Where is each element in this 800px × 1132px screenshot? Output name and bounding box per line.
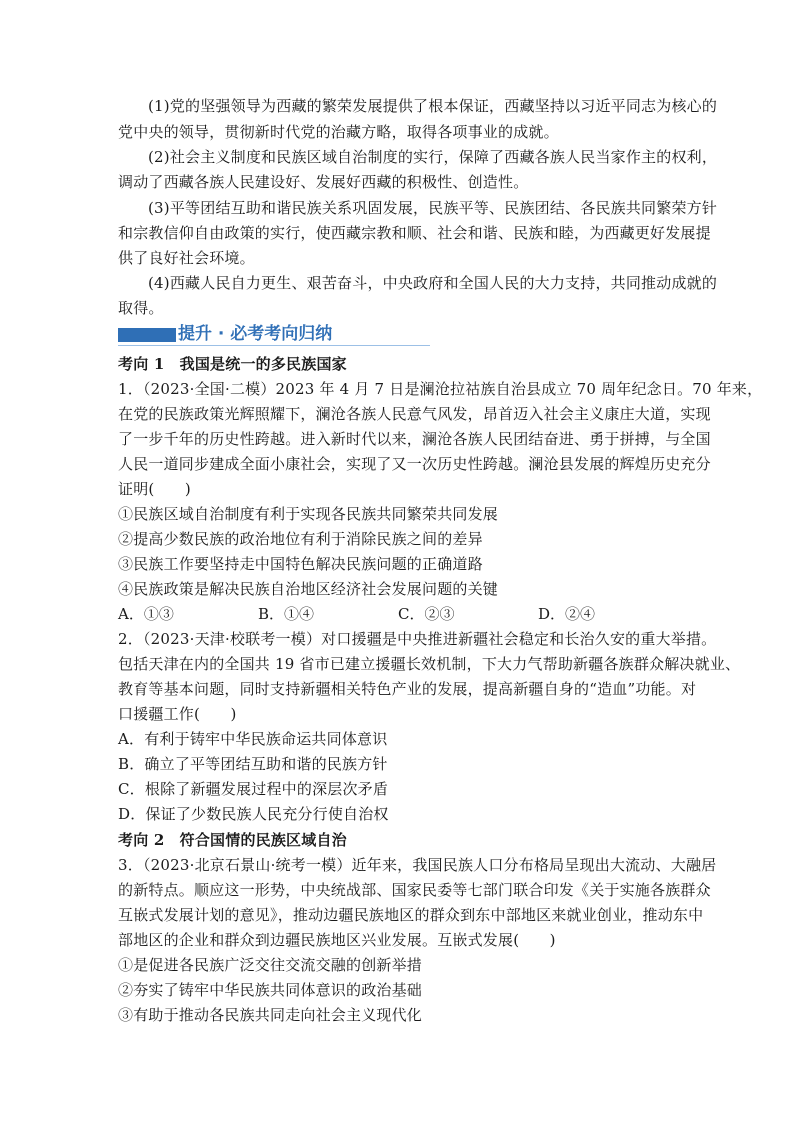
paragraph-2-line-2: 调动了西藏各族人民建设好、发展好西藏的积极性、创造性。: [118, 173, 529, 191]
banner-title: 提升 · 必考考向归纳: [178, 324, 333, 344]
q2-line-4: 口援疆工作( ): [118, 705, 237, 723]
q2-option-a: A．有利于铸牢中华民族命运共同体意识: [118, 730, 388, 748]
q1-line-2: 在党的民族政策光辉照耀下，澜沧各族人民意气风发，昂首迈入社会主义康庄大道，实现: [118, 405, 711, 423]
q3-line-3: 互嵌式发展计划的意见》，推动边疆民族地区的群众到东中部地区来就业创业，推动东中: [118, 906, 704, 924]
q1-line-3: 了一步千年的历史性跨越。进入新时代以来，澜沧各族人民团结奋进、勇于拼搏，与全国: [118, 430, 711, 448]
paragraph-3-line-3: 供了良好社会环境。: [118, 249, 255, 267]
banner-underline: [118, 345, 430, 346]
q2-option-b: B．确立了平等团结互助和谐的民族方针: [118, 755, 388, 773]
q1-statement-2: ②提高少数民族的政治地位有利于消除民族之间的差异: [118, 530, 483, 548]
paragraph-4-line-1: (4)西藏人民自力更生、艰苦奋斗，中央政府和全国人民的大力支持，共同推动成就的: [148, 274, 718, 292]
paragraph-2-line-1: (2)社会主义制度和民族区域自治制度的实行，保障了西藏各族人民当家作主的权利，: [148, 148, 718, 166]
q2-option-c: C．根除了新疆发展过程中的深层次矛盾: [118, 780, 389, 798]
q1-line-4: 人民一道同步建成全面小康社会，实现了又一次历史性跨越。澜沧县发展的辉煌历史充分: [118, 455, 711, 473]
q1-statement-1: ①民族区域自治制度有利于实现各民族共同繁荣共同发展: [118, 505, 499, 523]
q3-line-2: 的新特点。顺应这一形势，中央统战部、国家民委等七部门联合印发《关于实施各族群众: [118, 881, 711, 899]
q1-option-a: A．①③: [118, 605, 174, 623]
q2-line-2: 包括天津在内的全国共 19 省市已建立援疆长效机制，下大力气帮助新疆各族群众解决就业、: [118, 655, 741, 673]
paragraph-3-line-2: 和宗教信仰自由政策的实行，使西藏宗教和顺、社会和谐、民族和睦，为西藏更好发展提: [118, 224, 711, 242]
q3-statement-3: ③有助于推动各民族共同走向社会主义现代化: [118, 1006, 423, 1024]
q1-option-d: D．②④: [538, 605, 596, 623]
q1-line-1: 1．（2023·全国·二模）2023 年 4 月 7 日是澜沧拉祜族自治县成立 70 周年纪念日。70 年来，: [118, 380, 763, 398]
section-1-heading: 考向 1 我国是统一的多民族国家: [118, 355, 347, 373]
section-banner: [118, 322, 430, 348]
paragraph-1-line-1: (1)党的坚强领导为西藏的繁荣发展提供了根本保证，西藏坚持以习近平同志为核心的: [148, 97, 718, 115]
q2-line-1: 2．（2023·天津·校联考一模）对口援疆是中央推进新疆社会稳定和长治久安的重大举措。: [118, 630, 717, 648]
q1-option-c: C．②③: [398, 605, 455, 623]
q2-line-3: 教育等基本问题，同时支持新疆相关特色产业的发展，提高新疆自身的“造血”功能。对: [118, 680, 697, 698]
paragraph-4-line-2: 取得。: [118, 299, 164, 317]
q3-statement-1: ①是促进各民族广泛交往交流交融的创新举措: [118, 956, 423, 974]
section-2-heading: 考向 2 符合国情的民族区域自治: [118, 831, 347, 849]
paragraph-1-line-2: 党中央的领导，贯彻新时代党的治藏方略，取得各项事业的成就。: [118, 123, 559, 141]
q3-line-1: 3．（2023·北京石景山·统考一模）近年来，我国民族人口分布格局呈现出大流动、大融居: [118, 856, 717, 874]
banner-bar: [118, 328, 176, 342]
q1-line-5: 证明( ): [118, 480, 191, 498]
q2-option-d: D．保证了少数民族人民充分行使自治权: [118, 805, 389, 823]
q3-line-4: 部地区的企业和群众到边疆民族地区兴业发展。互嵌式发展( ): [118, 931, 556, 949]
q1-option-b: B．①④: [258, 605, 315, 623]
q1-statement-4: ④民族政策是解决民族自治地区经济社会发展问题的关键: [118, 580, 499, 598]
q3-statement-2: ②夯实了铸牢中华民族共同体意识的政治基础: [118, 981, 423, 999]
q1-statement-3: ③民族工作要坚持走中国特色解决民族问题的正确道路: [118, 555, 483, 573]
paragraph-3-line-1: (3)平等团结互助和谐民族关系巩固发展，民族平等、民族团结、各民族共同繁荣方针: [148, 199, 718, 217]
